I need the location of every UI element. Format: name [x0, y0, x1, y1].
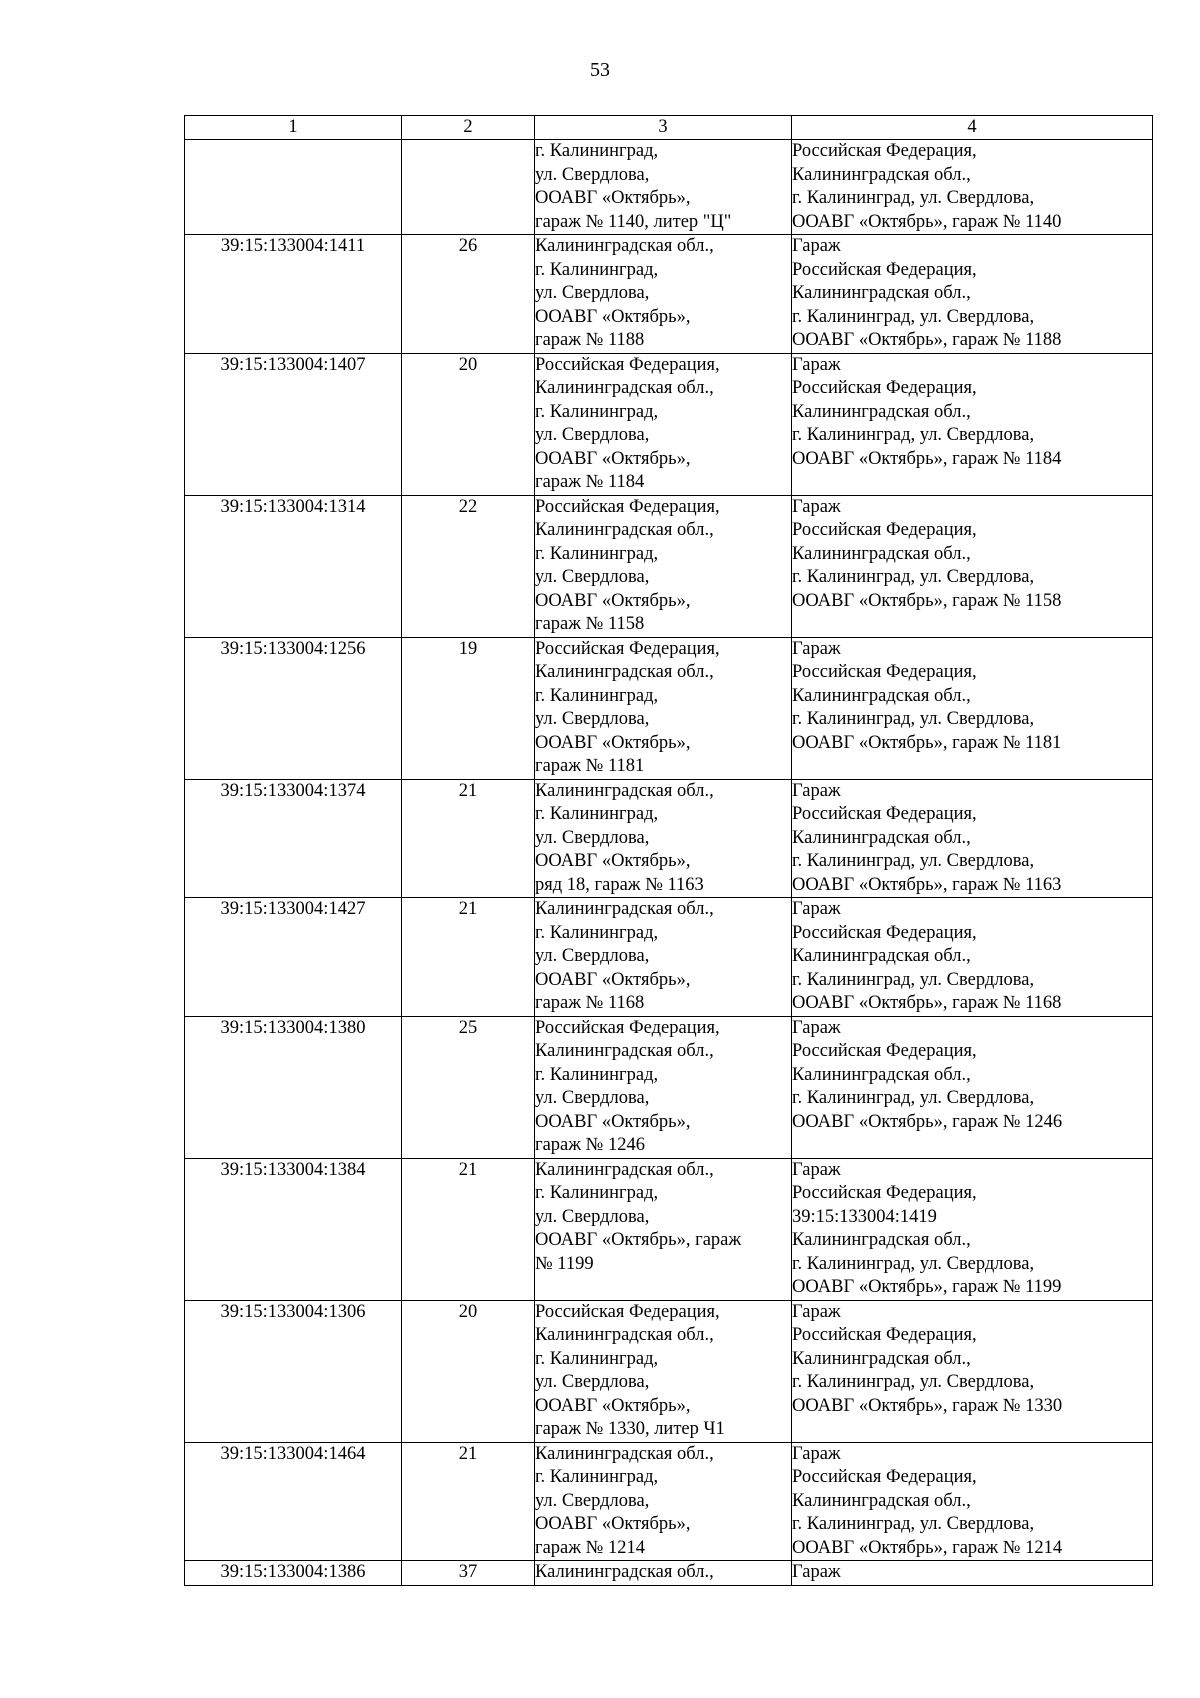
address-line: ООАВГ «Октябрь»,: [535, 1514, 691, 1534]
table-row: [185, 1561, 1153, 1586]
cadastral-number-cell: 39:15:133004:1256: [185, 637, 402, 779]
address-cell: [535, 495, 792, 637]
address-line: Российская Федерация,: [535, 354, 720, 375]
address-line: Калининградская обл.,: [535, 662, 714, 682]
description-line: 39:15:133004:1419: [792, 1206, 937, 1227]
address-line: ул. Свердлова,: [535, 283, 650, 303]
cadastral-number-cell: [185, 140, 402, 235]
address-line: гараж № 1188: [535, 330, 645, 350]
table-row: [185, 353, 1153, 495]
address-line: Калининградская обл.,: [535, 1159, 714, 1180]
area-cell: 21: [402, 1442, 535, 1561]
address-line: Калининградская обл.,: [535, 1443, 714, 1464]
address-cell: [535, 779, 792, 898]
area-cell: 25: [402, 1016, 535, 1158]
description-line: ООАВГ «Октябрь», гараж № 1246: [792, 1111, 1063, 1132]
address-line: г. Калининград,: [535, 1348, 659, 1369]
cadastral-number-cell: 39:15:133004:1427: [185, 898, 402, 1017]
object-description-cell: [792, 637, 1153, 779]
description-line: Российская Федерация,: [792, 1467, 977, 1487]
address-line: ул. Свердлова,: [535, 1088, 650, 1108]
address-line: ООАВГ «Октябрь»,: [535, 590, 691, 611]
description-line: Гараж: [792, 236, 841, 256]
address-line: г. Калининград,: [535, 922, 659, 943]
description-line: Российская Федерация,: [792, 1325, 977, 1345]
table-row: [185, 140, 1153, 235]
address-line: гараж № 1168: [535, 993, 645, 1013]
description-line: Гараж: [792, 1017, 841, 1038]
address-line: ООАВГ «Октябрь»,: [535, 188, 691, 208]
table-row: [185, 898, 1153, 1017]
address-cell: [535, 637, 792, 779]
address-cell: [535, 1561, 792, 1586]
table-row: [185, 779, 1153, 898]
address-line: ул. Свердлова,: [535, 1490, 650, 1511]
address-line: Калининградская обл.,: [535, 899, 714, 919]
table-body: [185, 140, 1153, 1586]
table-row: [185, 637, 1153, 779]
area-cell: 21: [402, 1158, 535, 1300]
address-cell: [535, 898, 792, 1017]
column-header-1: 1: [185, 116, 402, 140]
description-line: Гараж: [792, 1562, 841, 1582]
description-line: Калининградская обл.,: [792, 1490, 971, 1511]
description-line: Российская Федерация,: [792, 922, 977, 943]
address-line: ООАВГ «Октябрь»,: [535, 306, 691, 327]
address-line: г. Калининград,: [535, 1183, 659, 1203]
address-line: г. Калининград,: [535, 259, 659, 280]
description-line: Гараж: [792, 354, 841, 375]
description-line: г. Калининград, ул. Свердлова,: [792, 306, 1035, 327]
address-line: гараж № 1330, литер Ч1: [535, 1419, 725, 1439]
description-line: Российская Федерация,: [792, 804, 977, 824]
address-cell: [535, 140, 792, 235]
area-cell: 20: [402, 1300, 535, 1442]
description-line: ООАВГ «Октябрь», гараж № 1214: [792, 1537, 1063, 1558]
address-line: № 1199: [535, 1253, 594, 1274]
address-line: г. Калининград,: [535, 401, 659, 422]
address-line: ООАВГ «Октябрь»,: [535, 448, 691, 469]
description-line: г. Калининград, ул. Свердлова,: [792, 1088, 1035, 1108]
description-line: Калининградская обл.,: [792, 164, 971, 185]
object-description-cell: [792, 898, 1153, 1017]
description-line: Калининградская обл.,: [792, 685, 971, 706]
description-line: Калининградская обл.,: [792, 401, 971, 422]
description-line: г. Калининград, ул. Свердлова,: [792, 851, 1035, 871]
area-cell: 37: [402, 1561, 535, 1586]
garage-register-table: [184, 115, 1153, 1586]
area-cell: 19: [402, 637, 535, 779]
description-line: Российская Федерация,: [792, 1041, 977, 1061]
description-line: ООАВГ «Октябрь», гараж № 1181: [792, 732, 1062, 753]
description-line: г. Калининград, ул. Свердлова,: [792, 425, 1035, 445]
description-line: Калининградская обл.,: [792, 946, 971, 966]
table-row: [185, 1300, 1153, 1442]
description-line: г. Калининград, ул. Свердлова,: [792, 1372, 1035, 1392]
address-line: ул. Свердлова,: [535, 1372, 650, 1392]
table-row: [185, 1442, 1153, 1561]
cadastral-number-cell: 39:15:133004:1384: [185, 1158, 402, 1300]
address-line: Калининградская обл.,: [535, 236, 714, 256]
address-line: г. Калининград,: [535, 141, 659, 161]
object-description-cell: [792, 1442, 1153, 1561]
column-header-4: 4: [792, 116, 1153, 140]
description-line: Калининградская обл.,: [792, 543, 971, 564]
area-cell: 22: [402, 495, 535, 637]
address-line: гараж № 1181: [535, 756, 645, 776]
address-line: ул. Свердлова,: [535, 827, 650, 848]
cadastral-number-cell: 39:15:133004:1407: [185, 353, 402, 495]
address-line: г. Калининград,: [535, 543, 659, 564]
address-line: г. Калининград,: [535, 804, 659, 824]
table-header-row: [185, 116, 1153, 140]
area-cell: [402, 140, 535, 235]
address-cell: [535, 1016, 792, 1158]
description-line: Российская Федерация,: [792, 259, 977, 280]
address-line: ООАВГ «Октябрь»,: [535, 732, 691, 753]
description-line: Калининградская обл.,: [792, 283, 971, 303]
description-line: ООАВГ «Октябрь», гараж № 1184: [792, 448, 1062, 469]
address-line: Российская Федерация,: [535, 638, 720, 659]
object-description-cell: [792, 140, 1153, 235]
cadastral-number-cell: 39:15:133004:1306: [185, 1300, 402, 1442]
page-number: 53: [590, 59, 610, 81]
cadastral-number-cell: 39:15:133004:1386: [185, 1561, 402, 1586]
description-line: ООАВГ «Октябрь», гараж № 1188: [792, 330, 1062, 350]
object-description-cell: [792, 1561, 1153, 1586]
description-line: Российская Федерация,: [792, 141, 977, 161]
table-row: [185, 495, 1153, 637]
address-line: Калининградская обл.,: [535, 1325, 714, 1345]
area-cell: 26: [402, 235, 535, 354]
description-line: Российская Федерация,: [792, 520, 977, 540]
object-description-cell: [792, 1300, 1153, 1442]
area-cell: 21: [402, 898, 535, 1017]
cadastral-number-cell: 39:15:133004:1464: [185, 1442, 402, 1561]
description-line: ООАВГ «Октябрь», гараж № 1158: [792, 590, 1062, 611]
description-line: ООАВГ «Октябрь», гараж № 1163: [792, 874, 1062, 895]
address-line: Российская Федерация,: [535, 496, 720, 517]
address-line: ул. Свердлова,: [535, 164, 650, 185]
address-cell: [535, 1442, 792, 1561]
description-line: Гараж: [792, 1159, 841, 1180]
description-line: Калининградская обл.,: [792, 1230, 971, 1250]
address-line: ул. Свердлова,: [535, 425, 650, 445]
description-line: г. Калининград, ул. Свердлова,: [792, 709, 1035, 729]
address-line: г. Калининград,: [535, 1467, 659, 1487]
address-line: ООАВГ «Октябрь»,: [535, 851, 691, 871]
column-header-3: 3: [535, 116, 792, 140]
description-line: Российская Федерация,: [792, 662, 977, 682]
cadastral-number-cell: 39:15:133004:1411: [185, 235, 402, 354]
address-line: ул. Свердлова,: [535, 946, 650, 966]
description-line: Гараж: [792, 899, 841, 919]
table-row: [185, 1158, 1153, 1300]
description-line: ООАВГ «Октябрь», гараж № 1330: [792, 1395, 1063, 1416]
description-line: Калининградская обл.,: [792, 1064, 971, 1085]
description-line: Гараж: [792, 638, 841, 659]
address-line: г. Калининград,: [535, 1064, 659, 1085]
address-line: Калининградская обл.,: [535, 1041, 714, 1061]
address-line: ряд 18, гараж № 1163: [535, 874, 704, 895]
address-line: ул. Свердлова,: [535, 1206, 650, 1227]
object-description-cell: [792, 495, 1153, 637]
address-line: ул. Свердлова,: [535, 567, 650, 587]
address-line: Калининградская обл.,: [535, 1562, 714, 1582]
address-line: гараж № 1158: [535, 614, 645, 634]
address-line: г. Калининград,: [535, 685, 659, 706]
object-description-cell: [792, 1158, 1153, 1300]
address-line: ООАВГ «Октябрь», гараж: [535, 1230, 742, 1250]
area-cell: 20: [402, 353, 535, 495]
address-line: Калининградская обл.,: [535, 378, 714, 398]
column-header-2: 2: [402, 116, 535, 140]
address-line: ООАВГ «Октябрь»,: [535, 1395, 691, 1416]
address-cell: [535, 1300, 792, 1442]
description-line: Гараж: [792, 496, 841, 517]
address-line: ул. Свердлова,: [535, 709, 650, 729]
address-line: Российская Федерация,: [535, 1301, 720, 1322]
address-line: Российская Федерация,: [535, 1017, 720, 1038]
table-row: [185, 1016, 1153, 1158]
description-line: г. Калининград, ул. Свердлова,: [792, 1514, 1035, 1534]
description-line: ООАВГ «Октябрь», гараж № 1199: [792, 1277, 1062, 1297]
cadastral-number-cell: 39:15:133004:1380: [185, 1016, 402, 1158]
description-line: г. Калининград, ул. Свердлова,: [792, 969, 1035, 990]
address-cell: [535, 235, 792, 354]
address-line: Калининградская обл.,: [535, 780, 714, 801]
description-line: г. Калининград, ул. Свердлова,: [792, 188, 1035, 208]
description-line: Гараж: [792, 780, 841, 801]
address-cell: [535, 353, 792, 495]
description-line: Гараж: [792, 1301, 841, 1322]
area-cell: 21: [402, 779, 535, 898]
address-line: Калининградская обл.,: [535, 520, 714, 540]
cadastral-number-cell: 39:15:133004:1374: [185, 779, 402, 898]
table-row: [185, 235, 1153, 354]
object-description-cell: [792, 235, 1153, 354]
address-line: гараж № 1246: [535, 1135, 645, 1155]
description-line: г. Калининград, ул. Свердлова,: [792, 1253, 1035, 1274]
description-line: ООАВГ «Октябрь», гараж № 1168: [792, 993, 1062, 1013]
address-line: гараж № 1140, литер "Ц": [535, 211, 732, 232]
address-line: ООАВГ «Октябрь»,: [535, 1111, 691, 1132]
object-description-cell: [792, 779, 1153, 898]
address-line: ООАВГ «Октябрь»,: [535, 969, 691, 990]
object-description-cell: [792, 1016, 1153, 1158]
address-cell: [535, 1158, 792, 1300]
description-line: Российская Федерация,: [792, 378, 977, 398]
address-line: гараж № 1184: [535, 472, 645, 492]
object-description-cell: [792, 353, 1153, 495]
cadastral-number-cell: 39:15:133004:1314: [185, 495, 402, 637]
description-line: Гараж: [792, 1443, 841, 1464]
description-line: Российская Федерация,: [792, 1183, 977, 1203]
description-line: г. Калининград, ул. Свердлова,: [792, 567, 1035, 587]
address-line: гараж № 1214: [535, 1537, 645, 1558]
description-line: ООАВГ «Октябрь», гараж № 1140: [792, 211, 1062, 232]
description-line: Калининградская обл.,: [792, 827, 971, 848]
description-line: Калининградская обл.,: [792, 1348, 971, 1369]
